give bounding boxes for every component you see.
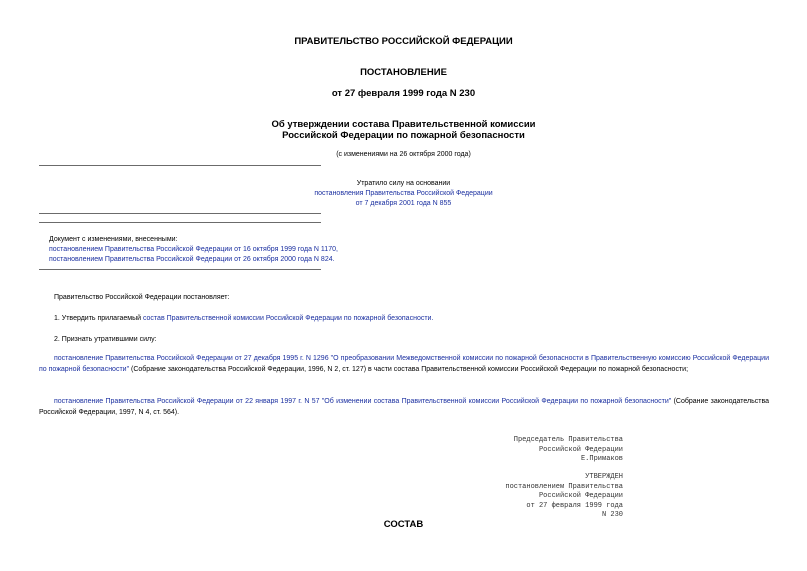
approved-line-2: постановлением Правительства [505, 482, 623, 491]
divider [39, 222, 321, 223]
approved-line-1: УТВЕРЖДЕН [585, 473, 623, 481]
amendment-link-2[interactable]: постановлением Правительства Российской Федерации от 26 октября 2000 года N 824. [49, 256, 335, 263]
composition-link[interactable]: состав Правительственной комиссии Российской Федерации по пожарной безопасности. [142, 315, 434, 322]
repealed-link-2[interactable]: постановление Правительства Российской Федерации от 22 января 1997 г. N 57 "Об изменении состава Правительственной комиссии Российской Федерации по пожарной безопасности" [54, 398, 672, 405]
approved-line-5: N 230 [601, 511, 623, 520]
divider [39, 269, 321, 270]
document-title-line-1: Об утверждении состава Правительственной комиссии [271, 119, 536, 130]
signature-name: Е.Примаков [580, 455, 623, 464]
amendment-link-1[interactable]: постановлением Правительства Российской Федерации от 16 октября 1999 года N 1170, [49, 246, 338, 253]
item-1-prefix: 1. Утвердить прилагаемый [54, 315, 143, 322]
signature-block [383, 436, 623, 465]
expired-link-line-2[interactable]: от 7 декабря 2001 года N 855 [355, 200, 452, 207]
divider [39, 213, 321, 214]
approved-line-4: от 27 февраля 1999 года [526, 501, 623, 510]
document-date-number: от 27 февраля 1999 года N 230 [331, 88, 476, 99]
approved-block [383, 473, 623, 521]
expired-notice: Утратило силу на основании [356, 180, 451, 187]
signature-line-1: Председатель Правительства [513, 436, 623, 444]
expired-link-line-1[interactable]: постановления Правительства Российской Федерации [314, 190, 493, 197]
composition-heading: СОСТАВ [383, 519, 424, 530]
document-type: ПОСТАНОВЛЕНИЕ [360, 67, 447, 78]
repealed-text-2: (Собрание законодательства Российской Федерации, 1997, N 4, ст. 564). [39, 398, 769, 416]
intro-text: Правительство Российской Федерации постановляет: [54, 294, 230, 301]
amendments-label: Документ с изменениями, внесенными: [49, 236, 178, 243]
signature-line-2: Российской Федерации [538, 445, 623, 454]
repealed-paragraph-1 [39, 353, 769, 375]
repealed-paragraph-2 [39, 396, 769, 418]
changes-note: (с изменениями на 26 октября 2000 года) [336, 151, 471, 158]
document-title-line-2: Российской Федерации по пожарной безопасности [282, 130, 525, 141]
item-1 [54, 314, 433, 324]
divider [39, 165, 321, 166]
government-heading: ПРАВИТЕЛЬСТВО РОССИЙСКОЙ ФЕДЕРАЦИИ [294, 36, 513, 47]
repealed-text-1: (Собрание законодательства Российской Федерации, 1996, N 2, ст. 127) в части состава Правительственной комиссии Российской Федерации по пожарной безопасности; [129, 366, 689, 373]
item-2: 2. Признать утратившими силу: [54, 336, 157, 343]
approved-line-3: Российской Федерации [538, 492, 623, 501]
repealed-link-1[interactable]: постановление Правительства Российской Федерации от 27 декабря 1995 г. N 1296 "О преобразовании Межведомственной комиссии по пожарной безопасности в Правительственную комиссию Российской Федерации по пожарной безопасности" [39, 355, 769, 373]
